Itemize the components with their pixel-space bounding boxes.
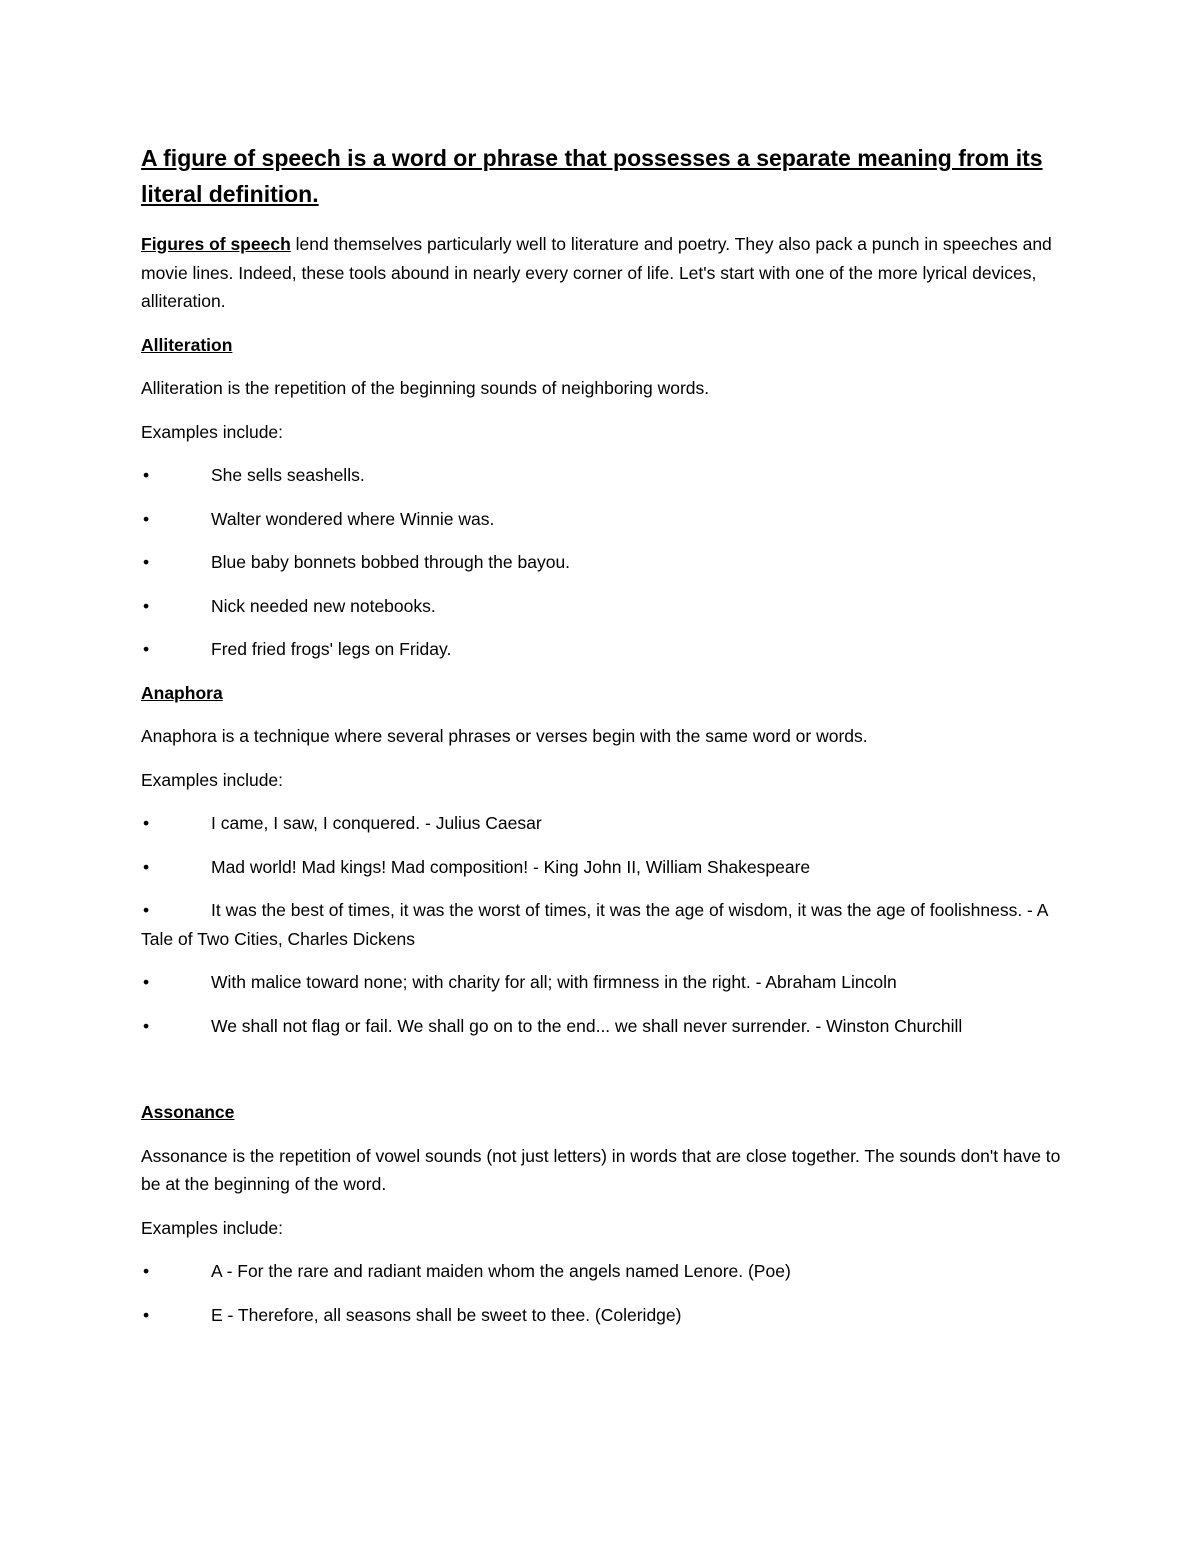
list-item bbox=[141, 968, 1061, 997]
bullet-icon: • bbox=[143, 508, 150, 529]
intro-text: lend themselves particularly well to literature and poetry. They also pack a punch in speeches and movie lines. Indeed, these tools abound in nearly every corner of life. Let's start with one of the more lyrical devices, alliteration. bbox=[141, 234, 1052, 311]
list-item bbox=[141, 896, 1061, 953]
bullet-icon: • bbox=[143, 972, 150, 992]
alliteration-examples-label: Examples include: bbox=[141, 421, 284, 442]
bullet-icon: • bbox=[143, 1261, 150, 1281]
list-item-text: E - Therefore, all seasons shall be sweet to thee. (Coleridge) bbox=[211, 1304, 682, 1325]
list-item-text: Fred fried frogs' legs on Friday. bbox=[211, 639, 452, 659]
anaphora-heading: Anaphora bbox=[141, 682, 223, 703]
bullet-icon: • bbox=[143, 856, 150, 877]
list-item bbox=[141, 853, 1061, 882]
bullet-icon: • bbox=[143, 552, 150, 572]
list-item-text: Walter wondered where Winnie was. bbox=[211, 508, 495, 529]
list-item bbox=[141, 548, 1061, 577]
anaphora-section bbox=[141, 679, 1061, 1041]
bullet-icon: • bbox=[143, 595, 150, 616]
alliteration-heading: Alliteration bbox=[141, 334, 233, 355]
bullet-icon: • bbox=[143, 465, 150, 485]
bullet-icon: • bbox=[143, 1304, 150, 1325]
list-item bbox=[141, 635, 1061, 664]
list-item bbox=[141, 592, 1061, 621]
list-item-text: Blue baby bonnets bobbed through the bayou. bbox=[211, 552, 571, 572]
assonance-section bbox=[141, 1098, 1061, 1329]
document-page bbox=[141, 140, 1061, 1344]
list-item-text: Mad world! Mad kings! Mad composition! - King John II, William Shakespeare bbox=[211, 856, 811, 877]
assonance-examples-label: Examples include: bbox=[141, 1217, 284, 1238]
intro-term: Figures of speech bbox=[141, 234, 291, 254]
document-title: A figure of speech is a word or phrase that possesses a separate meaning from its literal definition. bbox=[141, 145, 1043, 207]
section-spacer bbox=[141, 1055, 1061, 1098]
assonance-heading: Assonance bbox=[141, 1102, 235, 1122]
intro-paragraph bbox=[141, 230, 1061, 316]
anaphora-examples-label: Examples include: bbox=[141, 769, 284, 790]
bullet-icon: • bbox=[143, 1015, 150, 1036]
assonance-definition: Assonance is the repetition of vowel sounds (not just letters) in words that are close together. The sounds don't have to be at the beginning of the word. bbox=[141, 1145, 1061, 1194]
bullet-icon: • bbox=[143, 639, 150, 659]
list-item bbox=[141, 1012, 1061, 1041]
list-item bbox=[141, 1257, 1061, 1286]
list-item-text: A - For the rare and radiant maiden whom the angels named Lenore. (Poe) bbox=[211, 1261, 791, 1281]
list-item bbox=[141, 809, 1061, 838]
list-item-text: She sells seashells. bbox=[211, 465, 365, 485]
list-item-text: I came, I saw, I conquered. - Julius Caesar bbox=[211, 813, 542, 833]
bullet-icon: • bbox=[143, 813, 150, 833]
anaphora-definition: Anaphora is a technique where several phrases or verses begin with the same word or words. bbox=[141, 726, 868, 746]
list-item-text: It was the best of times, it was the worst of times, it was the age of wisdom, it was the age of foolishness. - A Tale of Two Cities, Charles Dickens bbox=[141, 900, 1048, 949]
list-item bbox=[141, 1301, 1061, 1330]
list-item bbox=[141, 461, 1061, 490]
alliteration-definition: Alliteration is the repetition of the beginning sounds of neighboring words. bbox=[141, 378, 710, 398]
list-item-text: With malice toward none; with charity for all; with firmness in the right. - Abraham Lincoln bbox=[211, 972, 897, 992]
list-item bbox=[141, 505, 1061, 534]
list-item-text: We shall not flag or fail. We shall go on to the end... we shall never surrender. - Winston Churchill bbox=[211, 1015, 963, 1036]
list-item-text: Nick needed new notebooks. bbox=[211, 595, 436, 616]
bullet-icon: • bbox=[143, 900, 150, 920]
alliteration-section bbox=[141, 331, 1061, 664]
